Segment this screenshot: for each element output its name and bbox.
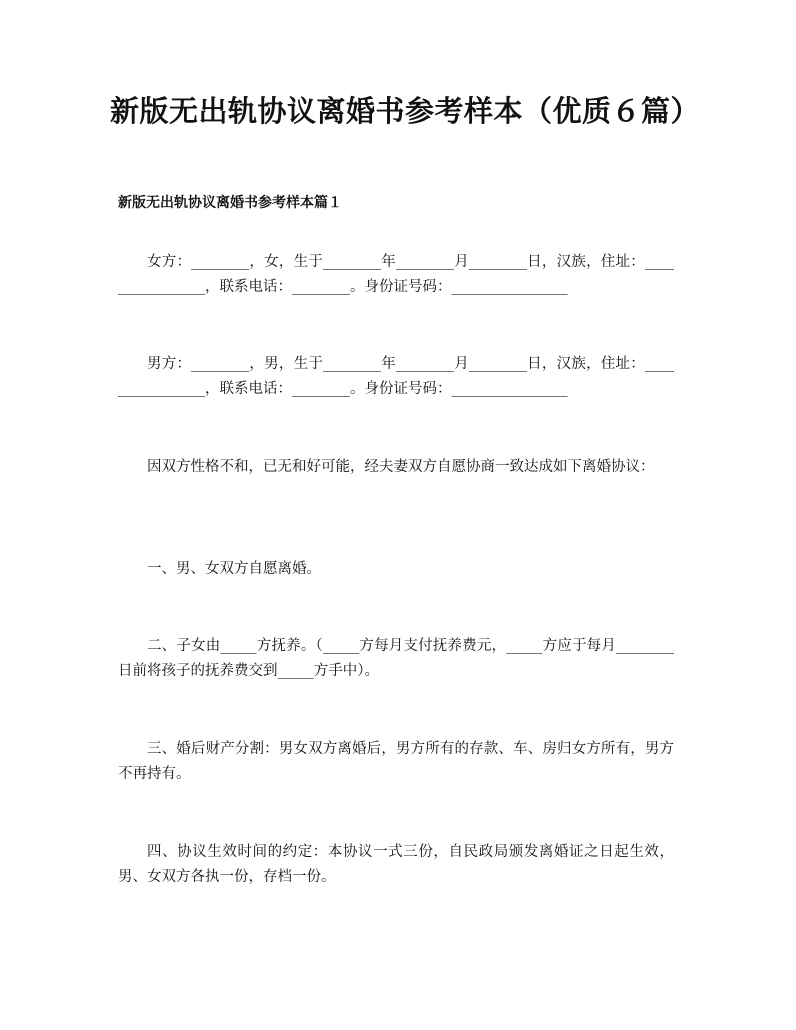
clause-1-paragraph: 一、男、女双方自愿离婚。 <box>147 561 321 577</box>
wife-info-paragraph: 女方：________，女，生于________年________月________日，汉族，住址：________________，联系电话：________。身份证号码：________________ <box>118 254 674 295</box>
agreement-intro-paragraph: 因双方性格不和，已无和好可能，经夫妻双方自愿协商一致达成如下离婚协议： <box>147 459 655 475</box>
husband-info-paragraph: 男方：________，男，生于________年________月________日，汉族，住址：________________，联系电话：________。身份证号码：________________ <box>118 356 674 397</box>
document-title: 新版无出轨协议离婚书参考样本（优质６篇） <box>110 94 701 128</box>
clause-4-paragraph: 四、协议生效时间的约定：本协议一式三份，自民政局颁发离婚证之日起生效，男、女双方各执一份，存档一份。 <box>118 844 674 885</box>
section-heading: 新版无出轨协议离婚书参考样本篇１ <box>118 195 342 211</box>
clause-2-paragraph: 二、子女由_____方抚养。（_____方每月支付抚养费元，_____方应于每月________日前将孩子的抚养费交到_____方手中）。 <box>118 638 674 679</box>
clause-3-paragraph: 三、婚后财产分割：男女双方离婚后，男方所有的存款、车、房归女方所有，男方不再持有。 <box>118 741 674 782</box>
